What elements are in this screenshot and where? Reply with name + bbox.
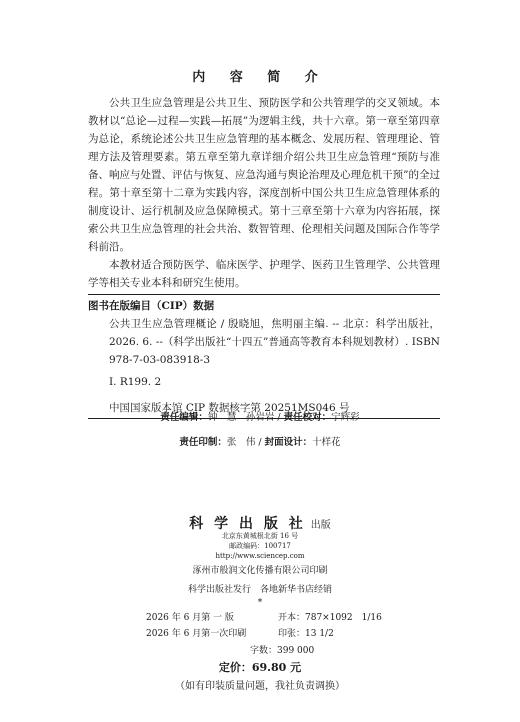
cip-body: 公共卫生应急管理概论 / 殷晓旭，焦明丽主编. -- 北京：科学出版社，2026. 6. --（科学出版社“十四五”普通高等教育本科规划教材）. ISBN 978-7-03-083918-3: [109, 318, 440, 366]
publisher-suffix: 出版: [310, 520, 331, 531]
quality-notice: （如有印装质量问题，我社负责调换）: [175, 681, 345, 692]
word-count: 字数：399 000: [250, 646, 315, 656]
production-staff-line: [0, 434, 520, 448]
content-summary-title: 内 容 简 介: [192, 70, 328, 85]
staff-role: 责任编辑：: [160, 412, 208, 423]
staff-role: 责任校对：: [283, 412, 332, 423]
printer-line: 涿州市般润文化传播有限公司印刷: [192, 566, 328, 576]
staff-role: 责任印制：: [179, 437, 227, 448]
content-summary: [88, 94, 440, 292]
first-edition-date: 2026 年 6 月第 一 版: [146, 613, 234, 623]
staff-names: 张 伟: [226, 437, 256, 448]
staff-names: 十样花: [312, 437, 341, 448]
cip-heading: 图书在版编目（CIP）数据: [88, 300, 215, 312]
staff-names: 钟 慧 孙岩岩: [207, 412, 275, 423]
summary-paragraph: 公共卫生应急管理是公共卫生、预防医学和公共管理学的交叉领域。本教材以“总论—过程—实践—拓展”为逻辑主线，共十六章。第一章至第四章为总论，系统论述公共卫生应急管理的基本概念、发展历程、管理理论、管理方法及管理要素。第五章至第九章详细介绍公共卫生应急管理“预防与准备、响应与处置、评估与恢复、应急沟通与舆论治理及心理危机干预”的全过程。第十章至第十二章为实践内容，深度剖析中国公共卫生应急管理体系的制度设计、运行机制及应急保障模式。第十三章至第十六章为内容拓展，探索公共卫生应急管理的社会共治、数智管理、伦理相关问题及国际合作等学科前沿。: [88, 97, 440, 253]
sheets-info: 印张：13 1/2: [278, 629, 334, 639]
publisher-address: 北京东黄城根北街 16 号: [221, 532, 299, 540]
staff-separator: /: [274, 412, 284, 423]
price: 定价：69.80 元: [218, 661, 302, 674]
format-info: 开本：787×1092 1/16: [278, 613, 382, 623]
publisher-line: [0, 513, 520, 533]
first-print-date: 2026 年 6 月第一次印刷: [146, 629, 247, 639]
cip-classification: Ⅰ. R199. 2: [109, 376, 162, 388]
publisher-logo-text: 科 学 出 版 社: [189, 516, 306, 532]
staff-names: 宁辉彩: [331, 412, 360, 423]
publisher-postcode: 邮政编码：100717: [229, 542, 291, 550]
staff-role: 封面设计：: [264, 437, 313, 448]
distribution-line: 科学出版社发行 各地新华书店经销: [187, 585, 332, 595]
publisher-website: http://www.sciencep.com: [215, 552, 305, 560]
summary-paragraph: 本教材适合预防医学、临床医学、护理学、医药卫生管理学、公共管理学等相关专业本科和研究生使用。: [88, 259, 440, 289]
editorial-staff-line: [0, 409, 520, 423]
cip-data-block: [88, 294, 440, 419]
cip-record-number: 中国国家版本馆 CIP 数据核字第 20251MS046 号: [109, 402, 350, 414]
separator-star: *: [257, 598, 263, 608]
staff-separator: /: [255, 437, 265, 448]
